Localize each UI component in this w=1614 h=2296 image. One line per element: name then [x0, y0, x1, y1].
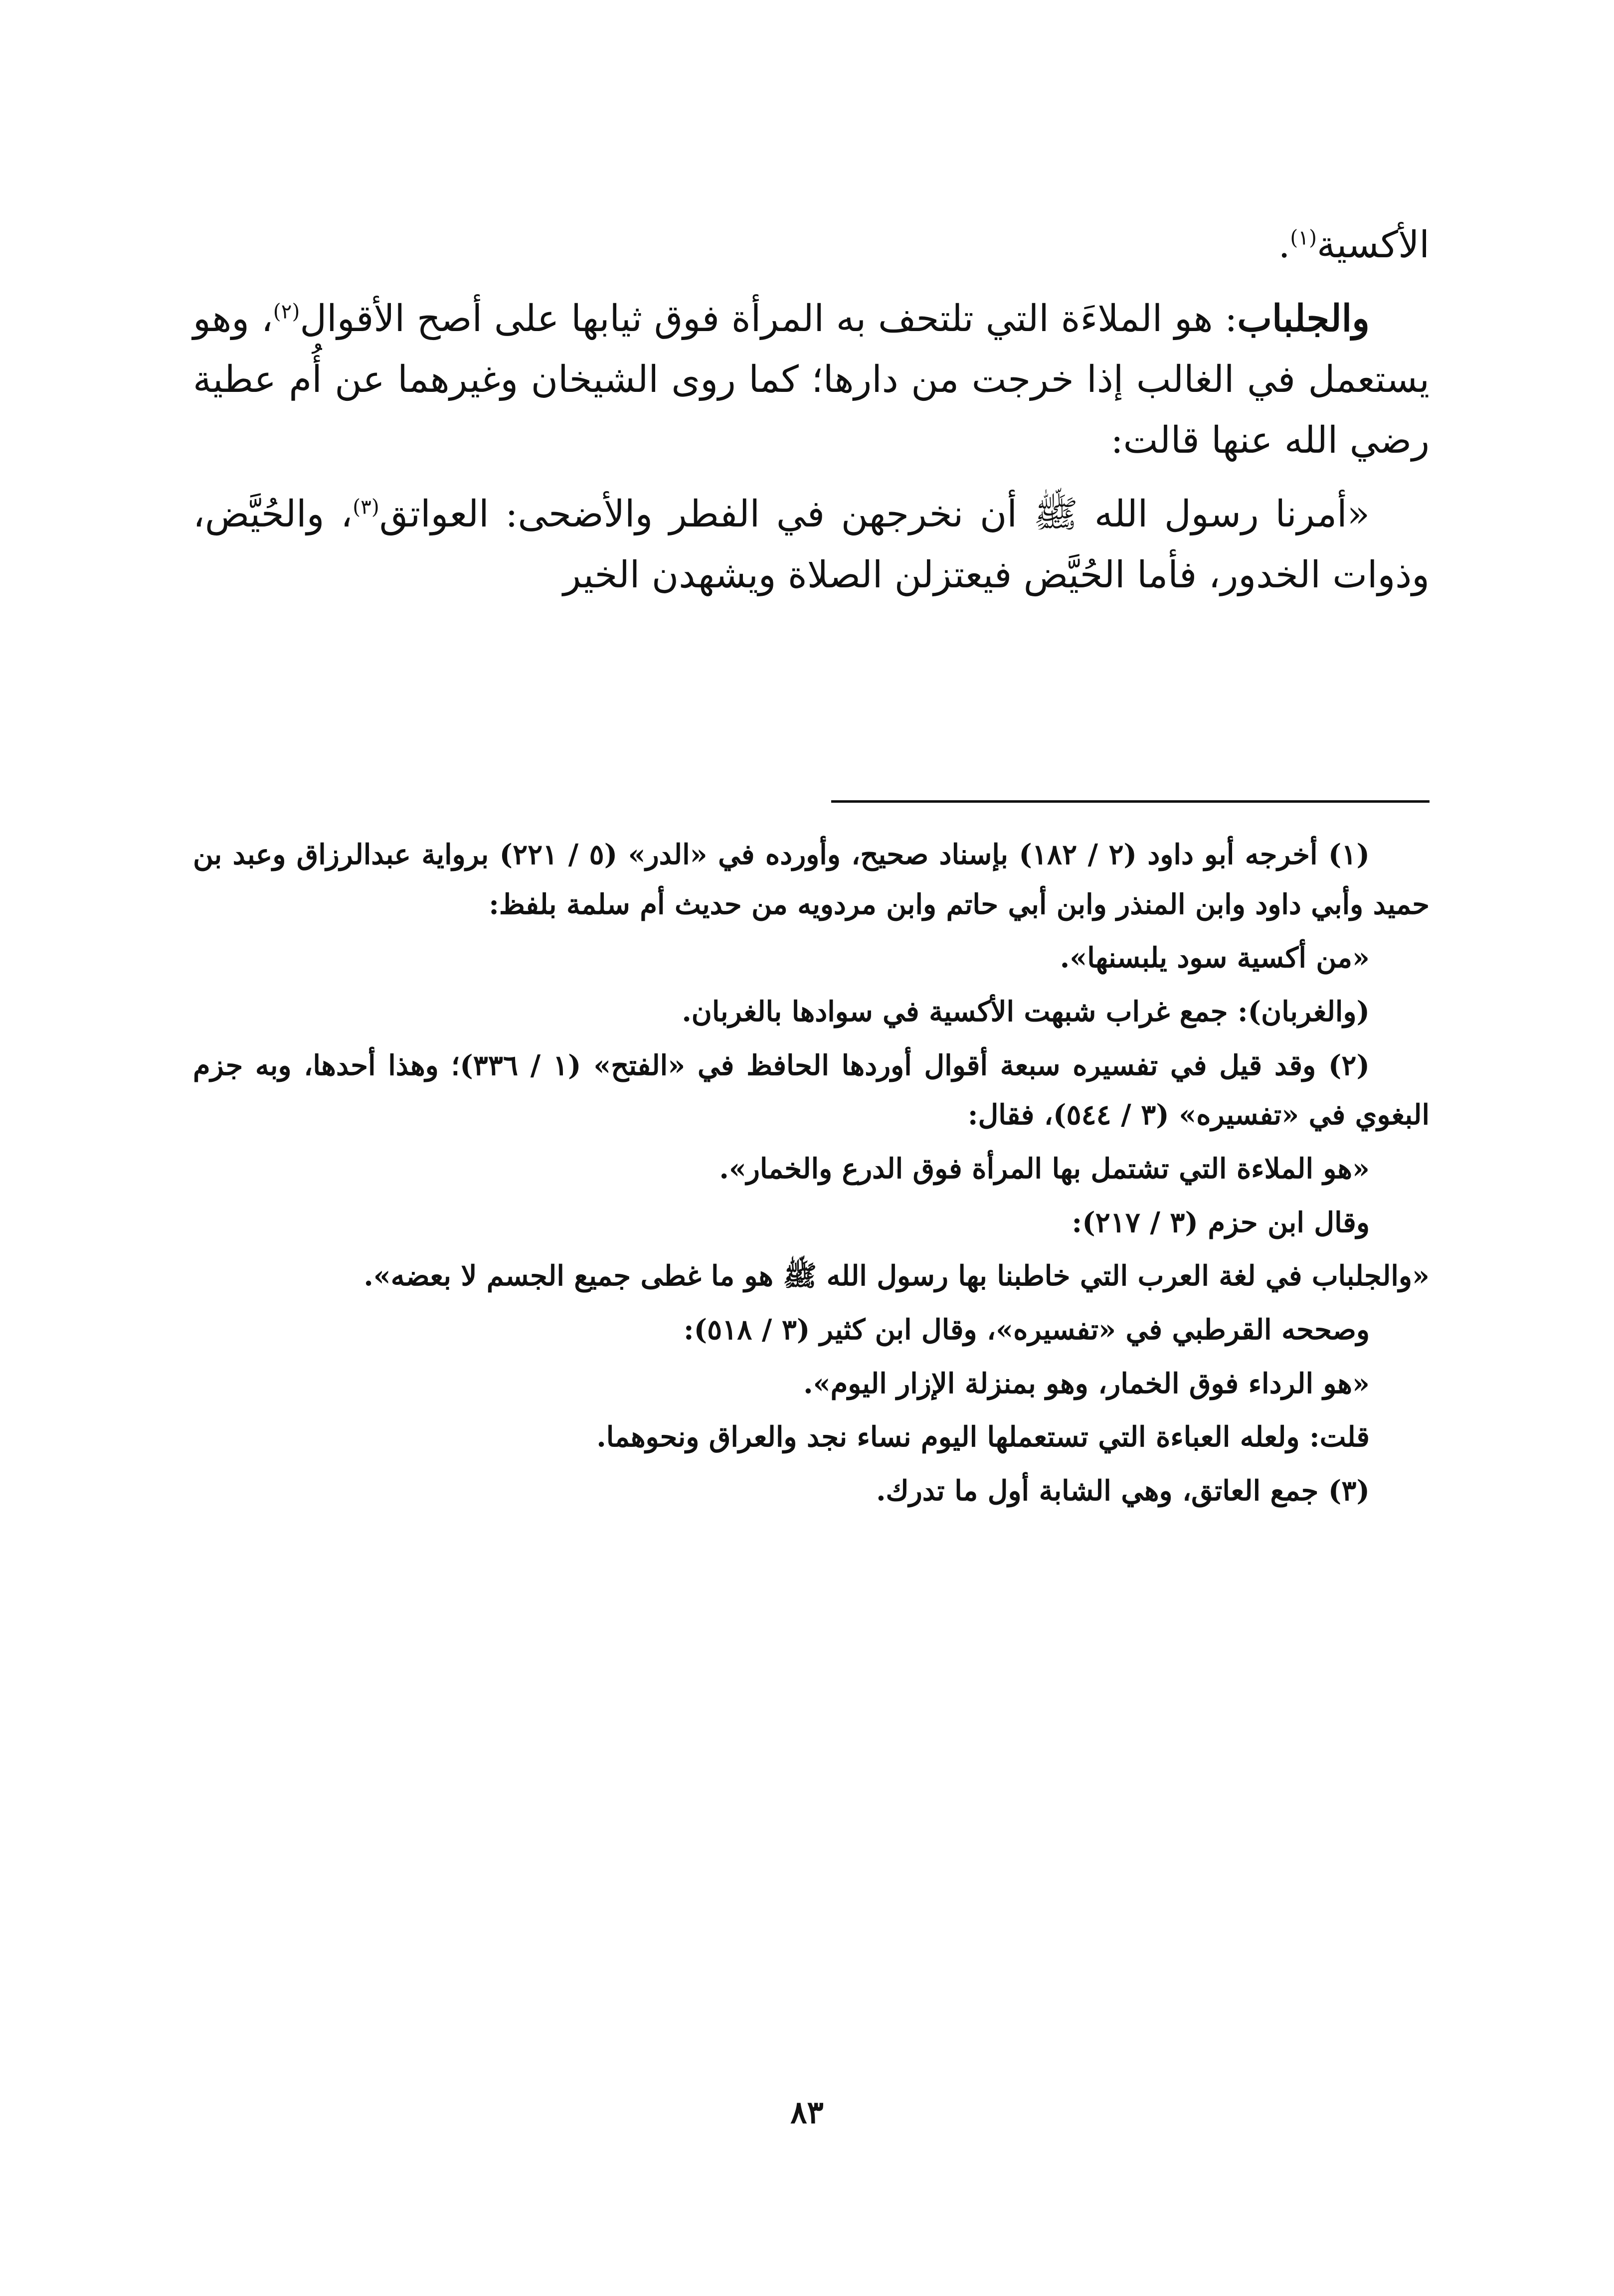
footnote-separator — [831, 800, 1430, 803]
main-paragraph-2-part-a: : هو الملاءَة التي تلتحف به المرأة فوق ثيابها على أصح الأقوال — [300, 297, 1238, 341]
footnote-2-quote-baghawi: «هو الملاءة التي تشتمل بها المرأة فوق الدرع والخمار». — [719, 1152, 1370, 1186]
footnote-3: (٣) جمع العاتق، وهي الشابة أول ما تدرك. — [876, 1474, 1370, 1508]
main-paragraph-3-part-a: «أمرنا رسول الله ﷺ أن نخرجهن في الفطر والأضحى: العواتق — [379, 493, 1370, 536]
footnotes — [193, 830, 1430, 1520]
main-paragraph-2-part-b: ، وهو يستعمل في الغالب إذا خرجت من دارها؛ كما روى الشيخان وغيرهما عن أُم عطية رضي الله عنها قالت: — [193, 297, 1430, 462]
footnote-2-ibn-hazm-ref: وقال ابن حزم (٣ / ٢١٧): — [1072, 1206, 1370, 1239]
footnote-ref-2: (٢) — [273, 299, 300, 324]
main-text — [193, 214, 1430, 619]
term-jilbab: والجلباب — [1237, 297, 1370, 341]
footnote-2-qurtubi-ibn-kathir: وصححه القرطبي في «تفسيره»، وقال ابن كثير (٣ / ٥١٨): — [683, 1313, 1370, 1347]
page-number: ٨٣ — [790, 2094, 824, 2130]
main-paragraph-3-part-b: ، والحُيَّض، وذوات الخدور، فأما الحُيَّض فيعتزلن الصلاة ويشهدن الخير — [193, 493, 1430, 597]
footnote-2-ibn-hazm-quote: «والجلباب في لغة العرب التي خاطبنا بها رسول الله ﷺ هو ما غطى جميع الجسم لا بعضه». — [363, 1259, 1430, 1293]
footnote-1: (١) أخرجه أبو داود (٢ / ١٨٢) بإسناد صحيح، وأورده في «الدر» (٥ / ٢٢١) برواية عبدالرزاق وعبد بن حميد وأبي داود وابن المنذر وابن أبي حاتم وابن مردويه من حديث أم سلمة بلفظ: — [193, 838, 1430, 921]
footnote-1-gloss: (والغربان): جمع غراب شبهت الأكسية في سوادها بالغربان. — [682, 995, 1370, 1029]
main-line-1 — [193, 214, 1430, 275]
footnote-1-quote: «من أكسية سود يلبسنها». — [1060, 941, 1370, 975]
footnote-2-author-note: قلت: ولعله العباءة التي تستعملها اليوم نساء نجد والعراق ونحوهما. — [596, 1420, 1370, 1454]
main-line-1-text: الأكسية — [1316, 223, 1430, 266]
footnote-ref-1: (١) — [1290, 225, 1317, 250]
footnote-2: (٢) وقد قيل في تفسيره سبعة أقوال أوردها الحافظ في «الفتح» (١ / ٣٣٦)؛ وهذا أحدها، وبه جزم البغوي في «تفسيره» (٣ / ٥٤٤)، فقال: — [193, 1049, 1430, 1132]
footnote-ref-3: (٣) — [353, 495, 379, 519]
footnote-2-ibn-kathir-quote: «هو الرداء فوق الخمار، وهو بمنزلة الإزار اليوم». — [803, 1367, 1370, 1400]
main-line-1-end: . — [1278, 223, 1290, 266]
main-paragraph-2 — [193, 288, 1430, 471]
main-paragraph-3 — [193, 484, 1430, 605]
